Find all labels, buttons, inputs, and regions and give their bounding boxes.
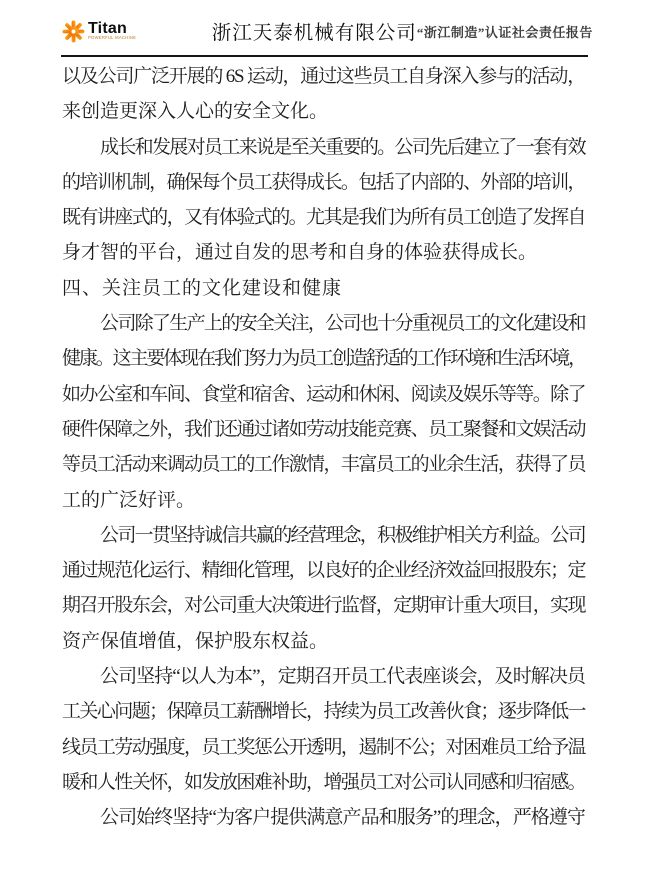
text-line: 公司坚持“以人为本”，定期召开员工代表座谈会，及时解决员 bbox=[100, 666, 585, 688]
text-line: 通过规范化运行、精细化管理，以良好的企业经济效益回报股东；定 bbox=[62, 560, 585, 582]
page-header bbox=[62, 13, 593, 49]
text-line: 公司除了生产上的安全关注，公司也十分重视员工的文化建设和 bbox=[100, 313, 585, 335]
text-line: 以及公司广泛开展的 6S 运动，通过这些员工自身深入参与的活动， bbox=[62, 66, 585, 87]
text-line: 身才智的平台，通过自发的思考和自身的体验获得成长。 bbox=[62, 242, 538, 264]
text-line: 资产保值增值，保护股东权益。 bbox=[62, 630, 329, 652]
text-line: 如办公室和车间、食堂和宿舍、运动和休闲、阅读及娱乐等等。除了 bbox=[62, 383, 585, 405]
text-line: 工的广泛好评。 bbox=[62, 489, 196, 511]
text-line: 健康。这主要体现在我们努力为员工创造舒适的工作环境和生活环境， bbox=[62, 348, 585, 370]
text-line: 既有讲座式的，又有体验式的。尤其是我们为所有员工创造了发挥自 bbox=[62, 207, 585, 229]
paragraph bbox=[62, 659, 585, 800]
paragraph bbox=[62, 800, 585, 835]
logo-brand-text: Titan bbox=[88, 20, 127, 37]
paragraph bbox=[62, 518, 585, 659]
paragraph bbox=[62, 306, 585, 518]
text-line: 期召开股东会，对公司重大决策进行监督，定期审计重大项目，实现 bbox=[62, 595, 585, 617]
logo-text bbox=[88, 21, 203, 41]
text-line: 暖和人性关怀，如发放困难补助，增强员工对公司认同感和归宿感。 bbox=[62, 771, 585, 793]
company-logo bbox=[62, 20, 203, 43]
company-name: 浙江天泰机械有限公司 bbox=[211, 23, 417, 44]
text-line: 线员工劳动强度，员工奖惩公开透明，遏制不公；对困难员工给予温 bbox=[62, 736, 585, 758]
text-line: 工关心问题；保障员工薪酬增长，持续为员工改善伙食；逐步降低一 bbox=[62, 701, 585, 723]
text-line: 公司始终坚持“为客户提供满意产品和服务”的理念，严格遵守 bbox=[100, 807, 585, 829]
text-line: 硬件保障之外，我们还通过诸如劳动技能竞赛、员工聚餐和文娱活动 bbox=[62, 418, 585, 440]
logo-tagline-text: POWERFUL MACHINE bbox=[88, 35, 137, 41]
report-title: “浙江制造”认证社会责任报告 bbox=[416, 24, 593, 40]
section-heading bbox=[62, 271, 585, 306]
text-line: 成长和发展对员工来说是至关重要的。公司先后建立了一套有效 bbox=[100, 136, 585, 158]
text-line: 公司一贯坚持诚信共赢的经营理念，积极维护相关方利益。公司 bbox=[100, 524, 585, 546]
document-body bbox=[62, 59, 585, 836]
text-line: 等员工活动来调动员工的工作激情，丰富员工的业余生活，获得了员 bbox=[62, 454, 585, 476]
text-line: 四、关注员工的文化建设和健康 bbox=[62, 277, 343, 299]
text-line: 来创造更深入人心的安全文化。 bbox=[62, 101, 329, 123]
paragraph bbox=[62, 130, 585, 271]
gear-icon bbox=[62, 20, 85, 43]
text-line: 的培训机制，确保每个员工获得成长。包括了内部的、外部的培训， bbox=[62, 171, 585, 193]
paragraph bbox=[62, 59, 585, 130]
header-divider bbox=[61, 55, 588, 57]
